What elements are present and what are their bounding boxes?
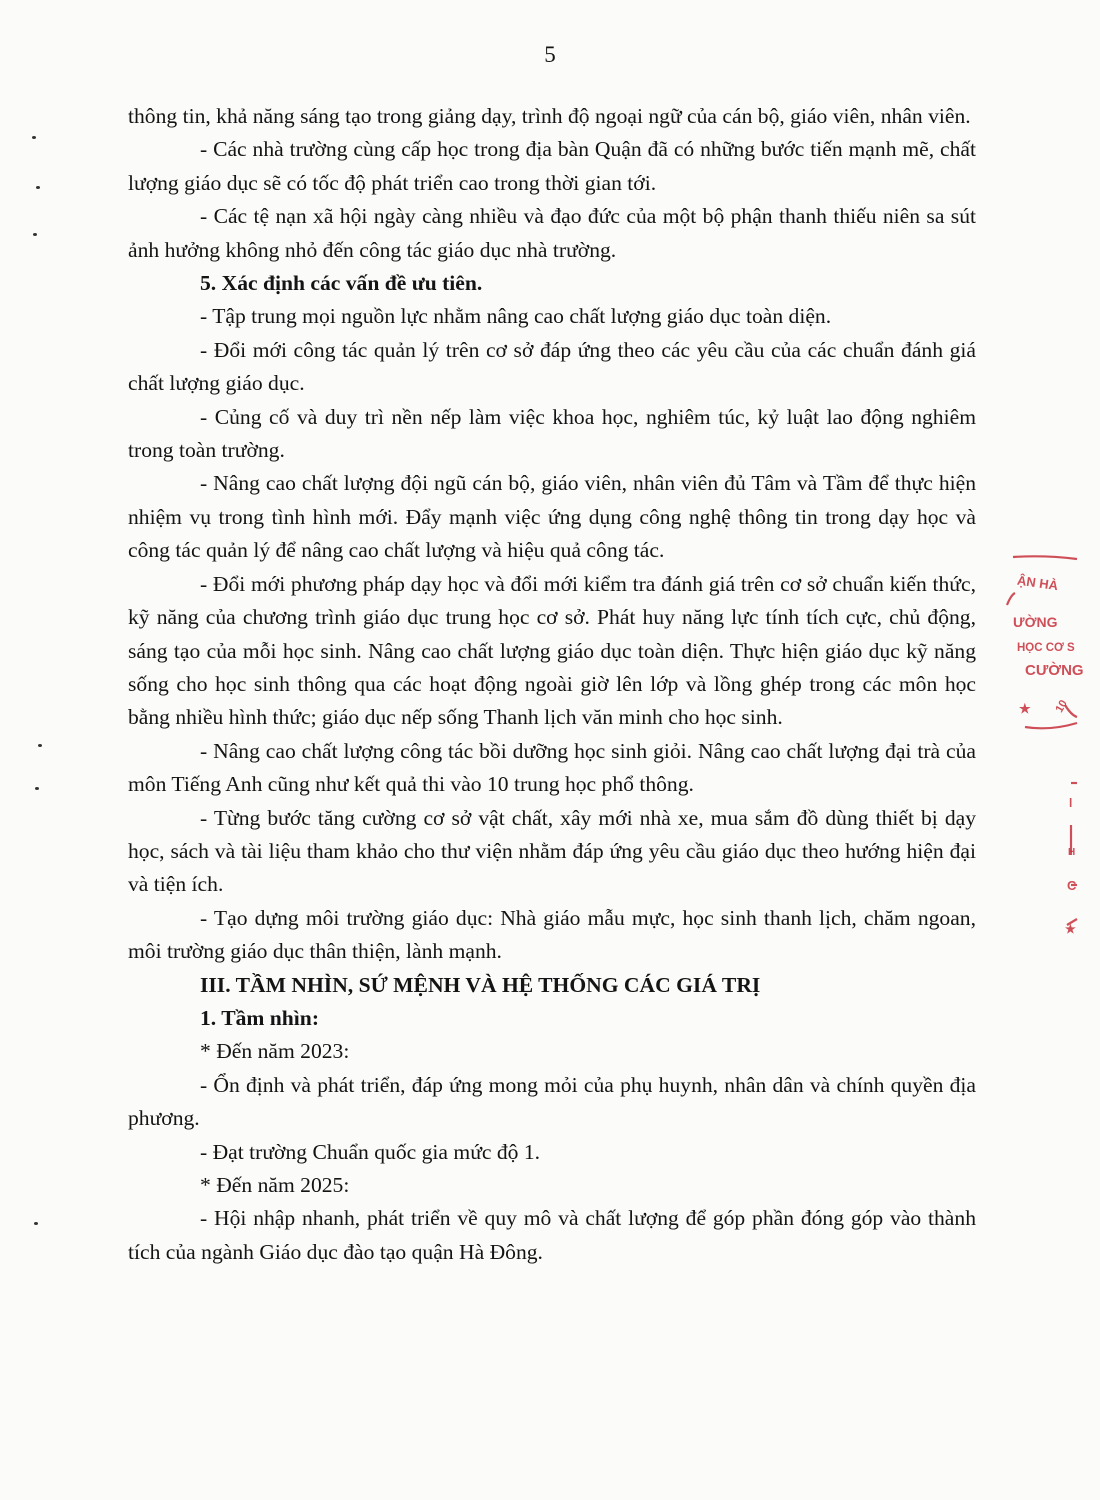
scan-speck: [33, 233, 37, 236]
svg-text:H: H: [1068, 847, 1076, 858]
paragraph-district-schools: - Các nhà trường cùng cấp học trong địa bàn Quận đã có những bước tiến mạnh mẽ, chất lượng giáo dục sẽ có tốc độ phát triển cao trong thời gian tới.: [128, 137, 976, 195]
subsection-heading-vision: 1. Tầm nhìn:: [200, 1005, 320, 1030]
paragraph-discipline: - Củng cố và duy trì nền nếp làm việc khoa học, nghiêm túc, kỷ luật lao động nghiêm trong toàn trường.: [128, 404, 976, 463]
paragraph-stability: - Ổn định và phát triển, đáp ứng mong mỏi của phụ huynh, nhân dân và chính quyền địa phương.: [128, 1072, 976, 1131]
scan-speck: [32, 136, 36, 139]
seal-stamp-graphic: [1005, 555, 1084, 985]
paragraph-national-standard: - Đạt trường Chuẩn quốc gia mức độ 1.: [200, 1139, 541, 1164]
paragraph-integration: - Hội nhập nhanh, phát triển về quy mô và chất lượng để góp phần đóng góp vào thành tích của ngành Giáo dục đào tạo quận Hà Đông.: [128, 1206, 976, 1264]
svg-text:10: 10: [1053, 698, 1070, 715]
svg-text:ƯỜNG: ƯỜNG: [1013, 614, 1058, 630]
paragraph-year-2023: * Đến năm 2023:: [200, 1039, 350, 1064]
paragraph-staff-quality: - Nâng cao chất lượng đội ngũ cán bộ, giáo viên, nhân viên đủ Tâm và Tầm để thực hiện nhiệm vụ trong tình hình mới. Đẩy mạnh việc ứng dụng công nghệ thông tin trong dạy học và công tác quản lý để nâng cao chất lượng và hiệu quả công tác.: [128, 471, 976, 563]
svg-text:CƯỜNG: CƯỜNG: [1025, 662, 1084, 679]
paragraph-social-issues: - Các tệ nạn xã hội ngày càng nhiều và đạo đức của một bộ phận thanh thiếu niên sa sút ảnh hưởng không nhỏ đến công tác giáo dục nhà trường.: [128, 204, 976, 262]
svg-text:l: l: [1069, 796, 1073, 810]
scan-speck: [36, 186, 40, 189]
page-number: 5: [544, 42, 556, 67]
section-heading-priorities: 5. Xác định các vấn đề ưu tiên.: [200, 271, 483, 296]
paragraph-management: - Đổi mới công tác quản lý trên cơ sở đáp ứng theo các yêu cầu của các chuẩn đánh giá chất lượng giáo dục.: [128, 337, 976, 396]
paragraph-environment: - Tạo dựng môi trường giáo dục: Nhà giáo mẫu mực, học sinh thanh lịch, chăm ngoan, môi trường giáo dục thân thiện, lành mạnh.: [128, 905, 976, 964]
svg-text:★: ★: [1019, 701, 1031, 716]
svg-text:ẬN HÀ: ẬN HÀ: [1016, 572, 1060, 594]
paragraph-facilities: - Từng bước tăng cường cơ sở vật chất, xây mới nhà xe, mua sắm đồ dùng thiết bị dạy học, sách và tài liệu tham khảo cho thư viện nhằm đáp ứng yêu cầu giáo dục theo hướng hiện đại và tiện ích.: [128, 805, 976, 897]
paragraph-teaching-methods: - Đổi mới phương pháp dạy học và đổi mới kiểm tra đánh giá trên cơ sở chuẩn kiến thức, kỹ năng của chương trình giáo dục trung học cơ sở. Phát huy năng lực tính tích cực, chủ động, sáng tạo của mỗi học sinh. Nâng cao chất lượng giáo dục toàn diện. Thực hiện giáo dục kỹ năng sống cho học sinh thông qua các hoạt động ngoài giờ lên lớp và lồng ghép trong các môn học bằng nhiều hình thức; giáo dục nếp sống Thanh lịch văn minh cho học sinh.: [128, 571, 976, 730]
scan-speck: [34, 1222, 38, 1225]
document-body: [128, 100, 976, 1269]
svg-text:★: ★: [1065, 922, 1076, 936]
scan-speck: [38, 744, 42, 747]
section-heading-vision-mission: III. TẦM NHÌN, SỨ MỆNH VÀ HỆ THỐNG CÁC GIÁ TRỊ: [200, 972, 761, 997]
paragraph-gifted-students: - Nâng cao chất lượng công tác bồi dưỡng học sinh giỏi. Nâng cao chất lượng đại trà của môn Tiếng Anh cũng như kết quả thi vào 10 trung học phổ thông.: [128, 738, 976, 797]
svg-text:C: C: [1067, 878, 1077, 893]
paragraph-year-2025: * Đến năm 2025:: [200, 1173, 350, 1197]
svg-text:HỌC CƠ S: HỌC CƠ S: [1017, 642, 1075, 654]
scan-speck: [35, 787, 39, 790]
school-seal-stamp: [1005, 555, 1084, 985]
paragraph-continuation: thông tin, khả năng sáng tạo trong giảng dạy, trình độ ngoại ngữ của cán bộ, giáo viên, nhân viên.: [128, 104, 971, 128]
paragraph-resources: - Tập trung mọi nguồn lực nhằm nâng cao chất lượng giáo dục toàn diện.: [200, 304, 832, 329]
